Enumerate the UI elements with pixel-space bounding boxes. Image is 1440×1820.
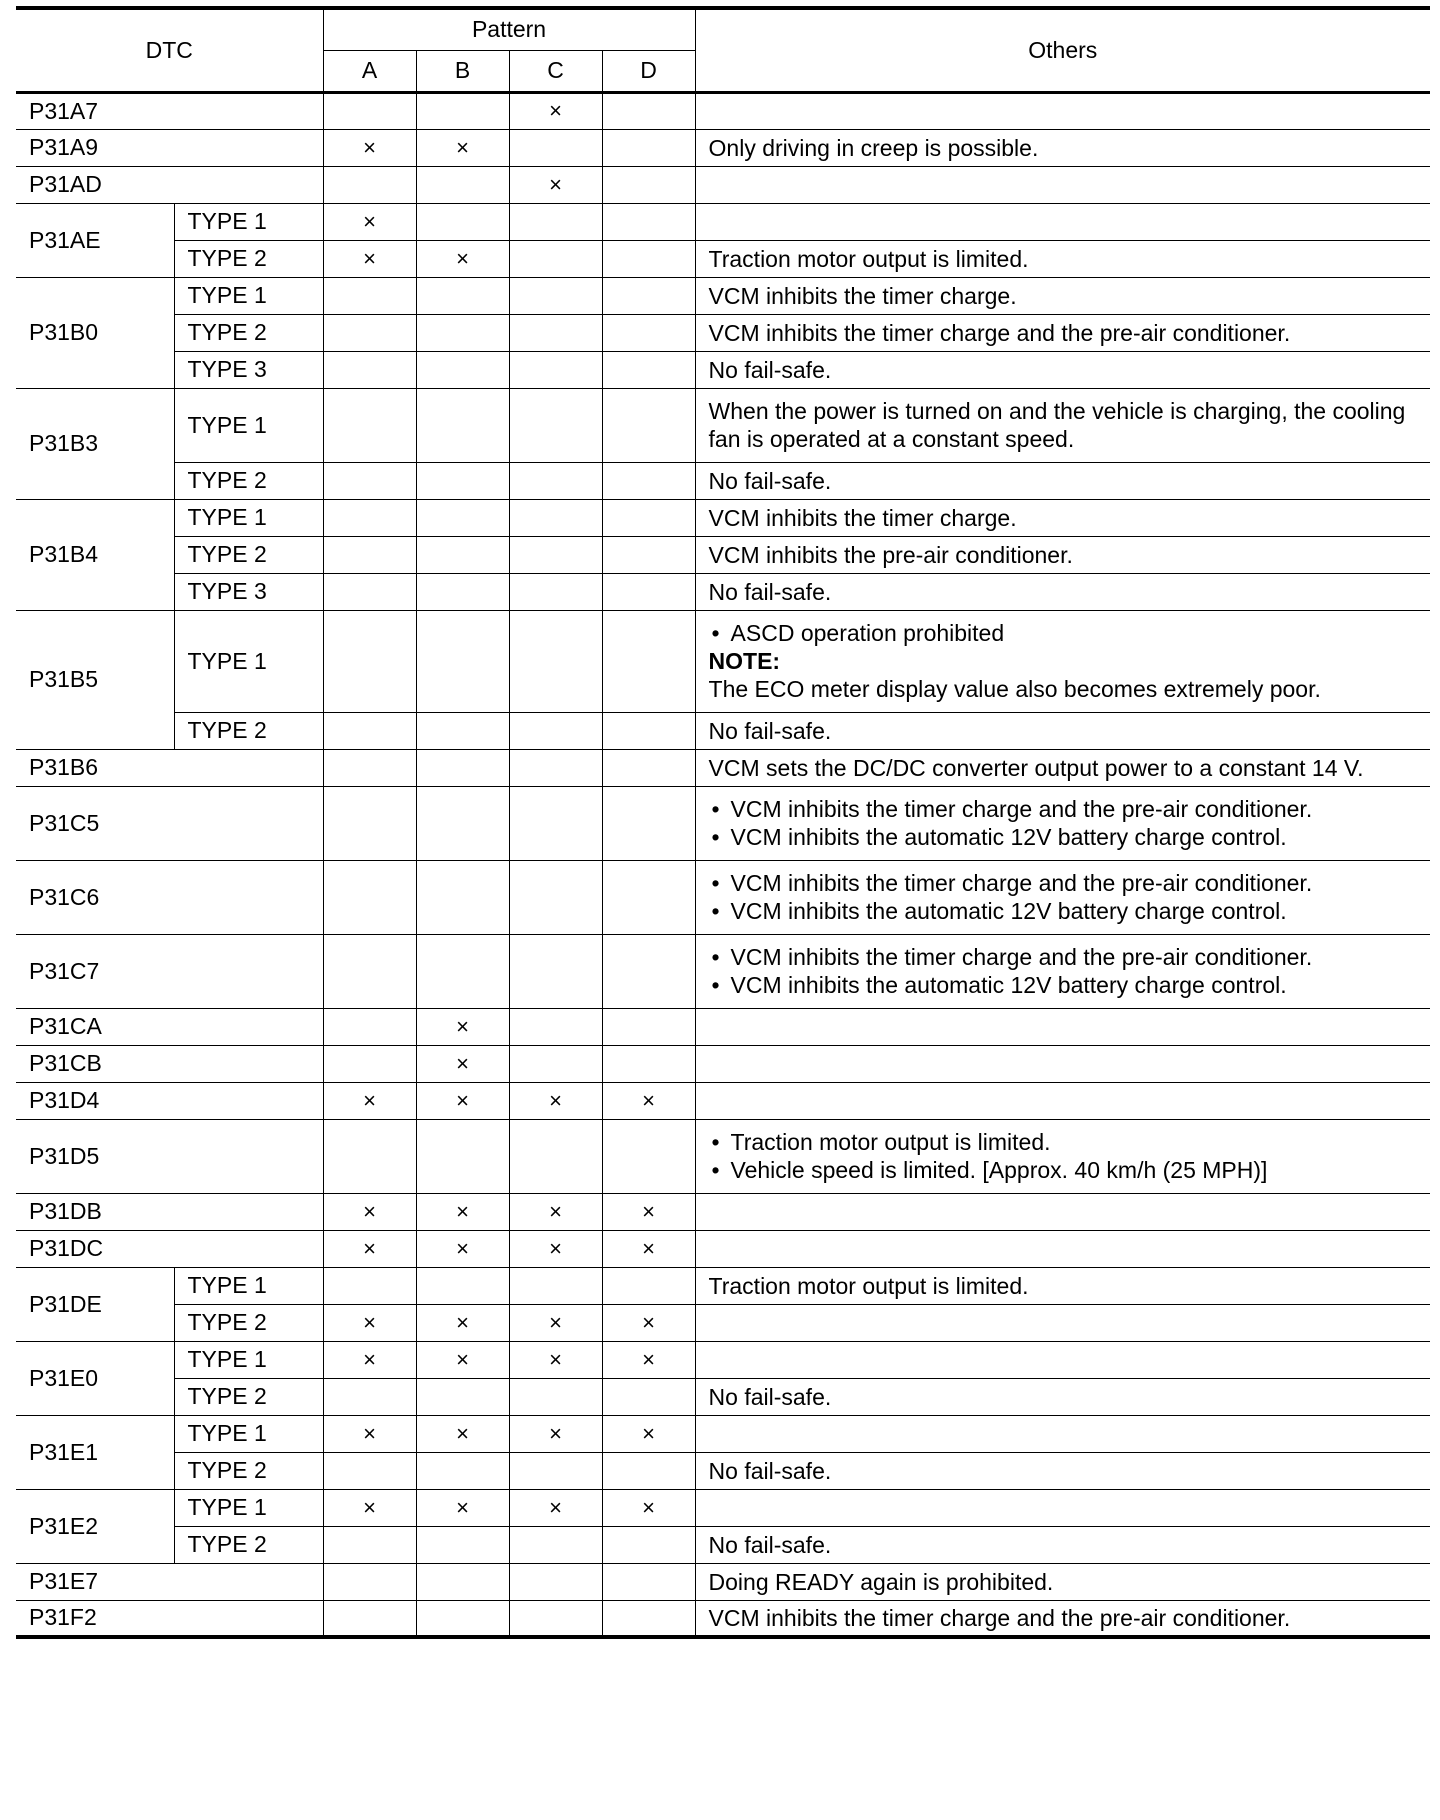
others-cell (695, 1304, 1430, 1341)
table-header (16, 8, 1430, 92)
others-text: Only driving in creep is possible. (708, 134, 1039, 161)
dtc-code: P31DC (16, 1230, 323, 1267)
table-row (16, 1119, 1430, 1193)
others-text: Traction motor output is limited. (708, 245, 1029, 272)
table-row (16, 1489, 1430, 1526)
pattern-b-cell: × (416, 240, 509, 277)
dtc-type: TYPE 1 (174, 277, 323, 314)
dtc-code: P31E7 (16, 1563, 323, 1600)
dtc-code: P31B4 (16, 499, 174, 610)
others-cell (695, 934, 1430, 1008)
dtc-code: P31F2 (16, 1600, 323, 1637)
table-row (16, 749, 1430, 786)
pattern-d-cell: × (602, 1193, 695, 1230)
pattern-a-cell (323, 1119, 416, 1193)
bullet-item: • VCM inhibits the automatic 12V battery charge control. (709, 823, 1417, 851)
dtc-type: TYPE 1 (174, 388, 323, 462)
others-text: Traction motor output is limited. (708, 1272, 1029, 1299)
dtc-code: P31D4 (16, 1082, 323, 1119)
pattern-d-cell (602, 1526, 695, 1563)
pattern-d-cell: × (602, 1415, 695, 1452)
table-row (16, 388, 1430, 462)
pattern-c-header: C (509, 50, 602, 92)
table-row (16, 1563, 1430, 1600)
dtc-code: P31CA (16, 1008, 323, 1045)
dtc-type: TYPE 1 (174, 499, 323, 536)
pattern-c-cell (509, 1526, 602, 1563)
pattern-b-cell (416, 92, 509, 129)
pattern-a-cell (323, 934, 416, 1008)
pattern-d-cell (602, 388, 695, 462)
pattern-b-cell (416, 934, 509, 1008)
table-row (16, 92, 1430, 129)
dtc-type: TYPE 2 (174, 1304, 323, 1341)
pattern-d-cell (602, 1563, 695, 1600)
pattern-a-cell (323, 610, 416, 712)
pattern-b-cell (416, 749, 509, 786)
pattern-d-cell (602, 462, 695, 499)
pattern-c-cell (509, 610, 602, 712)
pattern-a-cell (323, 351, 416, 388)
others-cell (695, 1378, 1430, 1415)
pattern-a-cell: × (323, 1489, 416, 1526)
dtc-code: P31CB (16, 1045, 323, 1082)
pattern-d-cell: × (602, 1230, 695, 1267)
others-cell (695, 1526, 1430, 1563)
dtc-header: DTC (16, 8, 323, 92)
table-row (16, 166, 1430, 203)
others-text: VCM inhibits the timer charge and the pre-air conditioner. (708, 319, 1291, 346)
pattern-b-cell (416, 1119, 509, 1193)
pattern-d-cell (602, 1452, 695, 1489)
pattern-c-cell (509, 1119, 602, 1193)
dtc-type: TYPE 1 (174, 1341, 323, 1378)
others-cell (695, 1008, 1430, 1045)
table-row (16, 1045, 1430, 1082)
table-row (16, 1008, 1430, 1045)
pattern-c-cell: × (509, 1082, 602, 1119)
pattern-c-cell (509, 1267, 602, 1304)
others-cell (695, 1119, 1430, 1193)
pattern-d-cell (602, 1119, 695, 1193)
dtc-type: TYPE 3 (174, 351, 323, 388)
pattern-d-cell (602, 536, 695, 573)
pattern-c-cell: × (509, 1230, 602, 1267)
pattern-c-cell (509, 1378, 602, 1415)
table-row (16, 1341, 1430, 1378)
others-text: No fail-safe. (708, 578, 832, 605)
dtc-code: P31C7 (16, 934, 323, 1008)
others-text: VCM inhibits the timer charge and the pre-air conditioner. (708, 1604, 1291, 1631)
dtc-code: P31A7 (16, 92, 323, 129)
others-cell (695, 388, 1430, 462)
table-row (16, 499, 1430, 536)
table-row (16, 573, 1430, 610)
pattern-c-cell (509, 1045, 602, 1082)
table-row (16, 314, 1430, 351)
pattern-c-cell (509, 573, 602, 610)
dtc-type: TYPE 2 (174, 1526, 323, 1563)
table-row (16, 1304, 1430, 1341)
dtc-type: TYPE 2 (174, 1452, 323, 1489)
bullet-item: • Vehicle speed is limited. [Approx. 40 km/h (25 MPH)] (709, 1156, 1417, 1184)
pattern-d-cell (602, 277, 695, 314)
dtc-type: TYPE 2 (174, 1378, 323, 1415)
pattern-b-cell (416, 203, 509, 240)
dtc-type: TYPE 1 (174, 1267, 323, 1304)
pattern-a-cell (323, 1008, 416, 1045)
others-text: No fail-safe. (708, 1457, 832, 1484)
others-cell (695, 203, 1430, 240)
others-cell (695, 240, 1430, 277)
others-cell (695, 351, 1430, 388)
pattern-b-cell: × (416, 1489, 509, 1526)
pattern-a-cell: × (323, 129, 416, 166)
table-row (16, 860, 1430, 934)
pattern-c-cell (509, 462, 602, 499)
pattern-b-cell: × (416, 1082, 509, 1119)
pattern-c-cell (509, 1008, 602, 1045)
pattern-c-cell: × (509, 92, 602, 129)
pattern-a-cell (323, 1526, 416, 1563)
others-text: No fail-safe. (708, 356, 832, 383)
pattern-d-cell (602, 1267, 695, 1304)
pattern-c-cell (509, 786, 602, 860)
pattern-d-cell (602, 203, 695, 240)
pattern-a-cell (323, 536, 416, 573)
dtc-code: P31DE (16, 1267, 174, 1341)
pattern-c-cell: × (509, 166, 602, 203)
pattern-d-cell (602, 573, 695, 610)
pattern-a-cell (323, 462, 416, 499)
pattern-b-cell (416, 462, 509, 499)
pattern-d-cell (602, 1378, 695, 1415)
dtc-code: P31B0 (16, 277, 174, 388)
dtc-code: P31B3 (16, 388, 174, 499)
pattern-a-cell: × (323, 1230, 416, 1267)
dtc-type: TYPE 3 (174, 573, 323, 610)
table-row (16, 129, 1430, 166)
note-label: NOTE: (708, 648, 781, 674)
pattern-c-cell (509, 388, 602, 462)
pattern-b-cell (416, 499, 509, 536)
pattern-a-header: A (323, 50, 416, 92)
pattern-d-cell (602, 1008, 695, 1045)
pattern-a-cell (323, 314, 416, 351)
pattern-c-cell (509, 749, 602, 786)
pattern-d-cell (602, 240, 695, 277)
pattern-b-cell: × (416, 1341, 509, 1378)
pattern-c-cell (509, 1452, 602, 1489)
dtc-type: TYPE 1 (174, 1415, 323, 1452)
dtc-type: TYPE 2 (174, 462, 323, 499)
others-cell (695, 860, 1430, 934)
pattern-c-cell (509, 499, 602, 536)
pattern-c-cell (509, 351, 602, 388)
others-text: VCM inhibits the timer charge. (708, 504, 1017, 531)
table-row (16, 934, 1430, 1008)
pattern-c-cell (509, 129, 602, 166)
pattern-c-cell (509, 934, 602, 1008)
others-cell (695, 1193, 1430, 1230)
others-cell (695, 1563, 1430, 1600)
pattern-d-cell (602, 1600, 695, 1637)
table-row (16, 462, 1430, 499)
pattern-b-cell (416, 1378, 509, 1415)
table-row (16, 1600, 1430, 1637)
pattern-a-cell (323, 786, 416, 860)
pattern-a-cell (323, 1267, 416, 1304)
pattern-a-cell: × (323, 1082, 416, 1119)
table-row (16, 240, 1430, 277)
table-row (16, 1452, 1430, 1489)
others-cell (695, 92, 1430, 129)
pattern-d-cell: × (602, 1341, 695, 1378)
others-cell (695, 786, 1430, 860)
others-text: When the power is turned on and the vehicle is charging, the cooling fan is operated at a constant speed. (708, 398, 1406, 452)
others-cell (695, 499, 1430, 536)
others-cell (695, 314, 1430, 351)
dtc-type: TYPE 1 (174, 203, 323, 240)
pattern-d-cell: × (602, 1082, 695, 1119)
pattern-c-cell (509, 536, 602, 573)
pattern-c-cell: × (509, 1415, 602, 1452)
pattern-c-cell (509, 277, 602, 314)
pattern-b-cell (416, 1267, 509, 1304)
others-cell (695, 129, 1430, 166)
pattern-a-cell (323, 388, 416, 462)
pattern-d-cell: × (602, 1304, 695, 1341)
pattern-d-cell (602, 166, 695, 203)
pattern-a-cell (323, 499, 416, 536)
pattern-c-cell (509, 1563, 602, 1600)
table-row (16, 1526, 1430, 1563)
pattern-a-cell (323, 1378, 416, 1415)
pattern-b-cell: × (416, 1230, 509, 1267)
others-cell (695, 610, 1430, 712)
dtc-type: TYPE 2 (174, 314, 323, 351)
others-cell (695, 277, 1430, 314)
pattern-c-cell (509, 712, 602, 749)
table-row (16, 786, 1430, 860)
others-text: VCM sets the DC/DC converter output power to a constant 14 V. (708, 754, 1364, 781)
others-text: Doing READY again is prohibited. (708, 1568, 1054, 1595)
others-cell (695, 749, 1430, 786)
table-row (16, 351, 1430, 388)
table-row (16, 712, 1430, 749)
others-cell (695, 1489, 1430, 1526)
others-header: Others (695, 8, 1430, 92)
table-row (16, 1415, 1430, 1452)
pattern-c-cell (509, 1600, 602, 1637)
pattern-a-cell: × (323, 1415, 416, 1452)
pattern-a-cell (323, 860, 416, 934)
pattern-d-cell (602, 314, 695, 351)
dtc-type: TYPE 2 (174, 712, 323, 749)
pattern-d-cell (602, 351, 695, 388)
others-cell (695, 1341, 1430, 1378)
pattern-b-cell (416, 536, 509, 573)
pattern-b-cell: × (416, 1415, 509, 1452)
pattern-b-cell (416, 860, 509, 934)
table-row (16, 1230, 1430, 1267)
others-cell (695, 573, 1430, 610)
pattern-b-cell: × (416, 1045, 509, 1082)
others-cell (695, 462, 1430, 499)
table-row (16, 1082, 1430, 1119)
others-text: No fail-safe. (708, 717, 832, 744)
dtc-code: P31E0 (16, 1341, 174, 1415)
pattern-b-cell (416, 277, 509, 314)
pattern-d-cell (602, 1045, 695, 1082)
pattern-a-cell: × (323, 1193, 416, 1230)
pattern-d-header: D (602, 50, 695, 92)
others-cell (695, 1267, 1430, 1304)
dtc-fail-safe-table (16, 6, 1430, 1639)
pattern-b-cell (416, 573, 509, 610)
pattern-d-cell (602, 749, 695, 786)
pattern-c-cell: × (509, 1489, 602, 1526)
others-cell (695, 536, 1430, 573)
pattern-b-header: B (416, 50, 509, 92)
pattern-a-cell: × (323, 1304, 416, 1341)
pattern-b-cell (416, 1563, 509, 1600)
others-cell (695, 1082, 1430, 1119)
others-text: No fail-safe. (708, 467, 832, 494)
pattern-a-cell (323, 1452, 416, 1489)
pattern-a-cell (323, 166, 416, 203)
pattern-a-cell (323, 749, 416, 786)
bullet-item: • ASCD operation prohibited (709, 619, 1417, 647)
dtc-code: P31C6 (16, 860, 323, 934)
table-body (16, 92, 1430, 1637)
pattern-d-cell: × (602, 1489, 695, 1526)
pattern-d-cell (602, 786, 695, 860)
dtc-code: P31AE (16, 203, 174, 277)
pattern-c-cell (509, 860, 602, 934)
others-text: VCM inhibits the timer charge. (708, 282, 1017, 309)
table-row (16, 1193, 1430, 1230)
pattern-c-cell (509, 240, 602, 277)
others-text: No fail-safe. (708, 1531, 832, 1558)
table-row (16, 610, 1430, 712)
others-cell (695, 1600, 1430, 1637)
pattern-b-cell (416, 610, 509, 712)
table-row (16, 536, 1430, 573)
dtc-type: TYPE 1 (174, 610, 323, 712)
pattern-c-cell: × (509, 1193, 602, 1230)
dtc-code: P31B6 (16, 749, 323, 786)
table-row (16, 203, 1430, 240)
others-cell (695, 1045, 1430, 1082)
pattern-b-cell (416, 712, 509, 749)
dtc-type: TYPE 2 (174, 536, 323, 573)
pattern-a-cell: × (323, 1341, 416, 1378)
pattern-b-cell (416, 1600, 509, 1637)
pattern-d-cell (602, 499, 695, 536)
bullet-item: • VCM inhibits the timer charge and the pre-air conditioner. (709, 943, 1417, 971)
others-cell (695, 166, 1430, 203)
pattern-a-cell (323, 1045, 416, 1082)
bullet-item: • Traction motor output is limited. (709, 1128, 1417, 1156)
pattern-c-cell: × (509, 1304, 602, 1341)
others-text: VCM inhibits the pre-air conditioner. (708, 541, 1073, 568)
pattern-a-cell (323, 712, 416, 749)
table-row (16, 277, 1430, 314)
pattern-b-cell (416, 786, 509, 860)
pattern-c-cell: × (509, 1341, 602, 1378)
dtc-code: P31C5 (16, 786, 323, 860)
pattern-b-cell (416, 1452, 509, 1489)
pattern-c-cell (509, 314, 602, 351)
bullet-item: • VCM inhibits the automatic 12V battery charge control. (709, 971, 1417, 999)
pattern-b-cell (416, 1526, 509, 1563)
pattern-b-cell (416, 351, 509, 388)
pattern-c-cell (509, 203, 602, 240)
bullet-item: • VCM inhibits the automatic 12V battery charge control. (709, 897, 1417, 925)
dtc-type: TYPE 1 (174, 1489, 323, 1526)
pattern-b-cell (416, 166, 509, 203)
table-row (16, 1267, 1430, 1304)
dtc-code: P31DB (16, 1193, 323, 1230)
pattern-d-cell (602, 712, 695, 749)
pattern-a-cell (323, 1563, 416, 1600)
pattern-a-cell (323, 277, 416, 314)
dtc-code: P31E1 (16, 1415, 174, 1489)
dtc-type: TYPE 2 (174, 240, 323, 277)
others-cell (695, 712, 1430, 749)
pattern-a-cell: × (323, 240, 416, 277)
pattern-d-cell (602, 610, 695, 712)
dtc-code: P31E2 (16, 1489, 174, 1563)
pattern-a-cell (323, 92, 416, 129)
dtc-code: P31D5 (16, 1119, 323, 1193)
dtc-code: P31B5 (16, 610, 174, 749)
pattern-b-cell: × (416, 129, 509, 166)
others-cell (695, 1452, 1430, 1489)
pattern-d-cell (602, 129, 695, 166)
pattern-b-cell (416, 314, 509, 351)
pattern-d-cell (602, 934, 695, 1008)
dtc-code: P31AD (16, 166, 323, 203)
pattern-header: Pattern (323, 8, 695, 50)
table-row (16, 1378, 1430, 1415)
pattern-d-cell (602, 860, 695, 934)
pattern-b-cell (416, 388, 509, 462)
others-text: The ECO meter display value also becomes extremely poor. (708, 676, 1321, 702)
pattern-a-cell: × (323, 203, 416, 240)
pattern-a-cell (323, 573, 416, 610)
bullet-item: • VCM inhibits the timer charge and the pre-air conditioner. (709, 795, 1417, 823)
dtc-code: P31A9 (16, 129, 323, 166)
bullet-item: • VCM inhibits the timer charge and the pre-air conditioner. (709, 869, 1417, 897)
others-cell (695, 1415, 1430, 1452)
others-cell (695, 1230, 1430, 1267)
others-text: No fail-safe. (708, 1383, 832, 1410)
pattern-b-cell: × (416, 1304, 509, 1341)
pattern-d-cell (602, 92, 695, 129)
pattern-b-cell: × (416, 1008, 509, 1045)
pattern-b-cell: × (416, 1193, 509, 1230)
pattern-a-cell (323, 1600, 416, 1637)
